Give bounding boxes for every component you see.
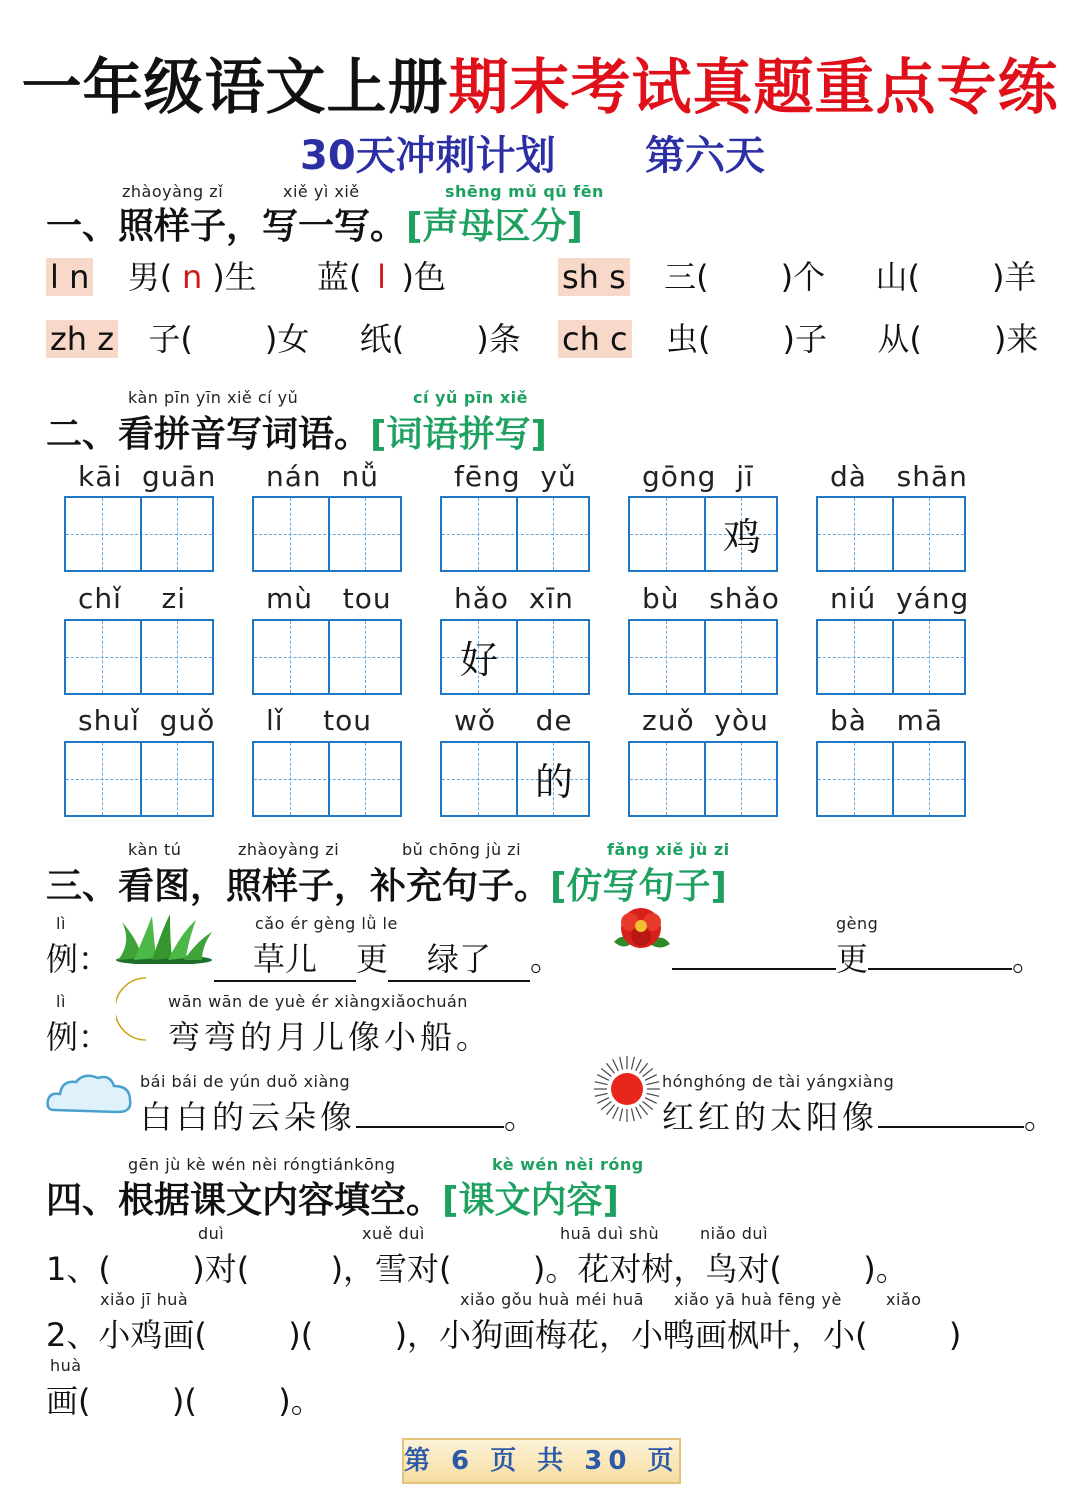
section4-pinyin-a: gēn jù kè wén nèi róngtiánkōng <box>128 1155 396 1174</box>
tianzige-grid[interactable] <box>816 619 966 695</box>
ex1-period: 。 <box>530 940 563 978</box>
s1-item-text: 纸( <box>359 320 405 358</box>
grid-pinyin: nán nǚ <box>266 460 379 493</box>
tianzige-grid[interactable] <box>252 619 402 695</box>
blank-field[interactable] <box>878 1126 1024 1128</box>
l2-pinyin-a: xiǎo jī huà <box>100 1290 189 1309</box>
grid-pinyin: kāi guān <box>78 460 217 493</box>
s1-item-text: 山( <box>875 258 920 296</box>
ex1-word-a: 草儿 <box>214 934 356 982</box>
tianzige-grid[interactable] <box>252 741 402 817</box>
page-title <box>0 40 1080 126</box>
tianzige-grid[interactable] <box>816 496 966 572</box>
title-red: 期末考试真题重点专练 <box>448 53 1059 123</box>
section1-pinyin-tag: shēng mǔ qū fēn <box>445 182 604 201</box>
li-pinyin: lì <box>56 914 66 933</box>
grid-pinyin: niú yáng <box>830 582 970 615</box>
s1-row2-left <box>46 314 521 360</box>
s1-item-text: )羊 <box>991 258 1037 296</box>
grid-pinyin: dà shān <box>830 460 968 493</box>
pair-l-n: l n <box>46 258 93 296</box>
grid-char-1[interactable]: 好 <box>459 638 498 682</box>
s1-item-text: )色 <box>401 258 447 296</box>
fill-line-2: 2、小鸡画( )( )，小狗画梅花，小鸭画枫叶，小( ) <box>46 1316 962 1354</box>
tianzige-grid[interactable] <box>816 741 966 817</box>
sun-icon <box>592 1054 662 1128</box>
grid-pinyin: lǐ tou <box>266 704 373 737</box>
ex1-right-word: 更 <box>836 940 869 978</box>
s1-item-text: 男( <box>127 258 173 296</box>
grid-pinyin: shuǐ guǒ <box>78 704 216 737</box>
q1-period: 。 <box>504 1098 541 1136</box>
l1-pinyin-c: huā duì shù <box>560 1224 660 1243</box>
ex2-sentence: 弯弯的月儿像小船。 <box>168 1018 493 1056</box>
ex1-right-period: 。 <box>1012 940 1045 978</box>
ex1-pinyin: cǎo ér gèng lǜ le <box>255 914 398 933</box>
q2-sentence <box>662 1092 1060 1138</box>
ex1-right-sentence <box>672 934 1044 980</box>
section1-pinyin-b: xiě yì xiě <box>283 182 360 201</box>
s1-item-text: )条 <box>476 320 521 358</box>
ex1-sentence <box>214 934 562 982</box>
section1-heading <box>46 198 583 249</box>
s1-row1-right <box>558 252 1036 298</box>
fill-line-1: 1、( )对( )，雪对( )。花对树，鸟对( )。 <box>46 1250 908 1288</box>
section4-title: 四、根据课文内容填空。 <box>46 1180 443 1221</box>
subtitle-plan: 30天冲刺计划 <box>300 133 556 179</box>
l1-pinyin-b: xuě duì <box>362 1224 425 1243</box>
cloud-icon <box>44 1070 136 1124</box>
section4-heading <box>46 1172 619 1223</box>
grid-char-2[interactable]: 的 <box>534 760 573 804</box>
section3-pinyin-a: kàn tú <box>128 840 182 859</box>
s1-item-text: )生 <box>212 258 257 296</box>
q2-text: 红红的太阳像 <box>662 1098 879 1136</box>
tianzige-grid[interactable] <box>440 741 590 817</box>
l1-pinyin-a: duì <box>198 1224 225 1243</box>
s1-item-text: 三( <box>664 258 709 296</box>
pair-sh-s: sh s <box>558 258 630 296</box>
blank-field[interactable] <box>356 1126 504 1128</box>
section4-tag: [课文内容] <box>442 1180 619 1221</box>
flower-icon <box>608 902 674 968</box>
section1-pinyin-a: zhàoyàng zǐ <box>122 182 224 201</box>
grid-pinyin: fēng yǔ <box>454 460 577 493</box>
grid-pinyin: gōng jī <box>642 460 754 493</box>
grid-pinyin: zuǒ yòu <box>642 704 769 737</box>
section2-title: 二、看拼音写词语。 <box>46 414 371 455</box>
grid-pinyin: wǒ de <box>454 704 573 737</box>
ex2-pinyin: wān wān de yuè ér xiàngxiǎochuán <box>168 992 468 1011</box>
tianzige-grid[interactable] <box>252 496 402 572</box>
tianzige-grid[interactable] <box>628 619 778 695</box>
section4-pinyin-tag: kè wén nèi róng <box>492 1155 644 1174</box>
blank-field[interactable] <box>672 968 836 970</box>
ex1-word-c: 绿了 <box>388 934 530 982</box>
s1-item-text: )来 <box>993 320 1039 358</box>
ex1-word-b: 更 <box>356 940 389 978</box>
section1-title: 一、照样子，写一写。 <box>46 206 407 247</box>
tianzige-grid[interactable] <box>440 496 590 572</box>
l2-pinyin-b: xiǎo gǒu huà méi huā <box>460 1290 644 1309</box>
s1-item-text: )个 <box>780 258 826 296</box>
section2-pinyin-tag: cí yǔ pīn xiě <box>413 388 528 407</box>
section3-pinyin-c: bǔ chōng jù zi <box>402 840 522 859</box>
section2-pinyin-a: kàn pīn yīn xiě cí yǔ <box>128 388 299 407</box>
section2-heading <box>46 406 547 457</box>
l3-pinyin: huà <box>50 1356 82 1375</box>
li-label: 例： <box>46 940 111 978</box>
grid-pinyin: bà mā <box>830 704 944 737</box>
section2-tag: [词语拼写] <box>370 414 547 455</box>
s1-item-text: 虫( <box>665 320 711 358</box>
ex1-right-pinyin: gèng <box>836 914 879 933</box>
li-pinyin-2: lì <box>56 992 66 1011</box>
s1-item-text: 从( <box>877 320 922 358</box>
tianzige-grid[interactable] <box>64 741 214 817</box>
grass-icon <box>112 912 216 968</box>
s1-row2-right <box>558 314 1038 360</box>
l1-pinyin-d: niǎo duì <box>700 1224 769 1243</box>
moon-icon <box>116 976 168 1046</box>
blank-field[interactable] <box>868 968 1012 970</box>
grid-pinyin: mù tou <box>266 582 392 615</box>
pair-ch-c: ch c <box>558 320 632 358</box>
grid-pinyin: hǎo xīn <box>454 582 574 615</box>
title-black: 一年级语文上册 <box>21 53 449 123</box>
tianzige-grid[interactable] <box>440 619 590 695</box>
grid-pinyin: chǐ zi <box>78 582 186 615</box>
tianzige-grid[interactable] <box>628 496 778 572</box>
q1-sentence <box>140 1092 540 1138</box>
s1-item-text: 子( <box>148 320 193 358</box>
q1-text: 白白的云朵像 <box>140 1098 357 1136</box>
s1-item-text: )女 <box>264 320 310 358</box>
page-indicator: 第 6 页 共 30 页 <box>402 1438 681 1484</box>
section3-title: 三、看图，照样子，补充句子。 <box>46 866 551 907</box>
tianzige-grid[interactable] <box>64 496 214 572</box>
s1-item-text: )子 <box>782 320 827 358</box>
l2-pinyin-c: xiǎo yā huà fēng yè <box>674 1290 842 1309</box>
section3-tag: [仿写句子] <box>550 866 727 907</box>
pair-zh-z: zh z <box>46 320 118 358</box>
li-label-2: 例： <box>46 1018 111 1056</box>
q2-pinyin: hónghóng de tài yángxiàng <box>662 1072 895 1091</box>
section3-pinyin-b: zhàoyàng zi <box>238 840 340 859</box>
s1-item-text: 蓝( <box>317 258 362 296</box>
grid-char-2[interactable]: 鸡 <box>722 515 761 559</box>
q1-pinyin: bái bái de yún duǒ xiàng <box>140 1072 351 1091</box>
fill-line-3: 画( )( )。 <box>46 1382 323 1420</box>
tianzige-grid[interactable] <box>64 619 214 695</box>
s1-answer[interactable]: n <box>182 258 203 296</box>
l2-pinyin-d: xiǎo <box>886 1290 922 1309</box>
s1-answer[interactable]: l <box>377 258 386 296</box>
grid-pinyin: bù shǎo <box>642 582 780 615</box>
tianzige-grid[interactable] <box>628 741 778 817</box>
q2-period: 。 <box>1024 1098 1061 1136</box>
subtitle-day: 第六天 <box>645 133 765 179</box>
s1-row1-left <box>46 252 446 298</box>
section1-tag: [声母区分] <box>406 206 583 247</box>
section3-pinyin-tag: fǎng xiě jù zi <box>607 840 730 859</box>
